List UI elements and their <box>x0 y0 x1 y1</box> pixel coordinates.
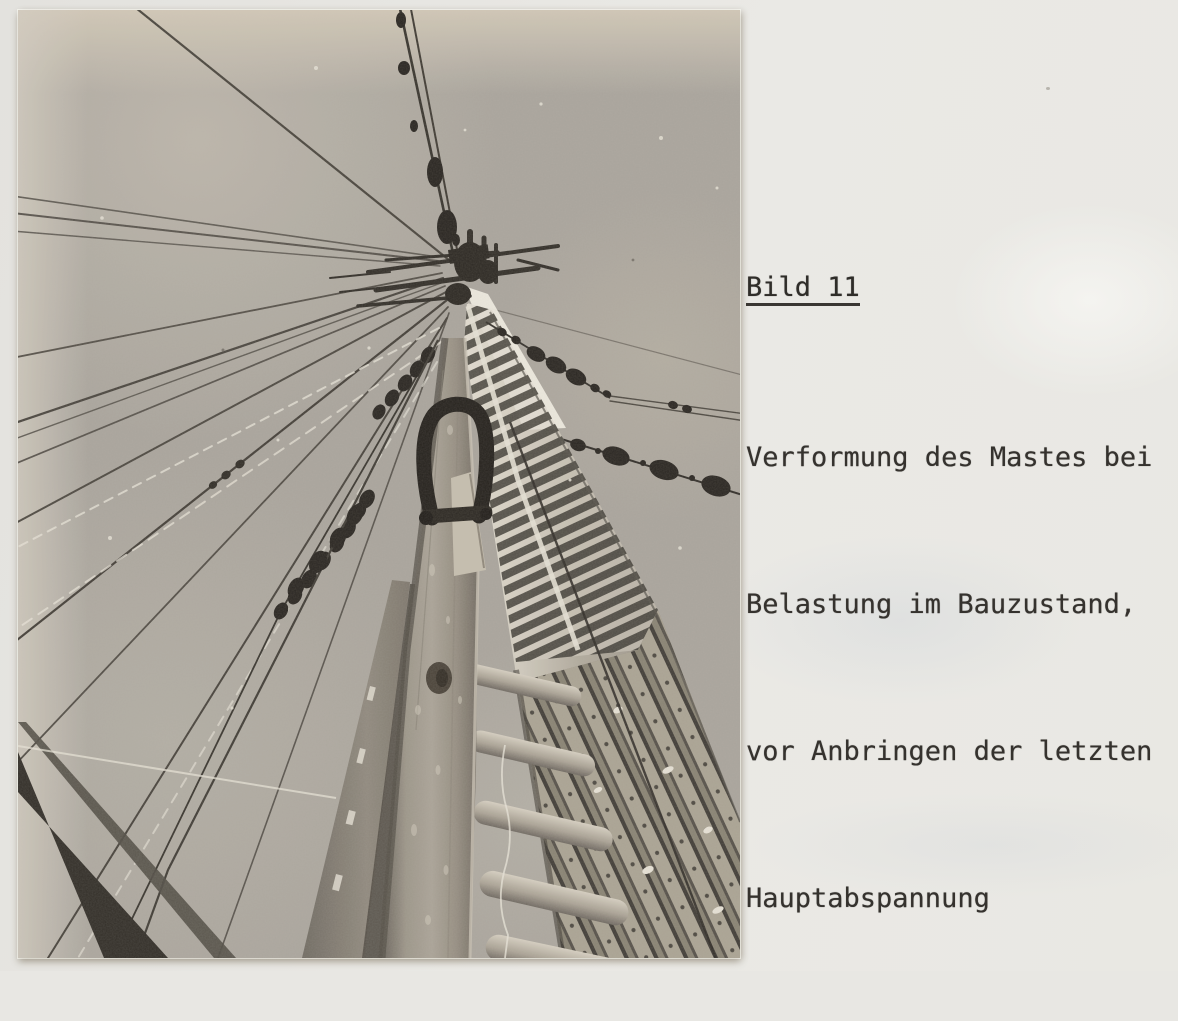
figure-caption-title: Bild 11 <box>746 272 860 306</box>
mast-photograph <box>18 10 740 958</box>
paper-speck <box>1046 87 1050 90</box>
caption-line: Hauptabspannung <box>746 883 990 914</box>
caption-line: Belastung im Bauzustand, <box>746 589 1137 620</box>
caption-line: Verformung des Mastes bei <box>746 442 1153 473</box>
mast-photo-art <box>18 10 740 958</box>
figure-caption <box>746 335 1152 1021</box>
caption-line: vor Anbringen der letzten <box>746 736 1153 767</box>
